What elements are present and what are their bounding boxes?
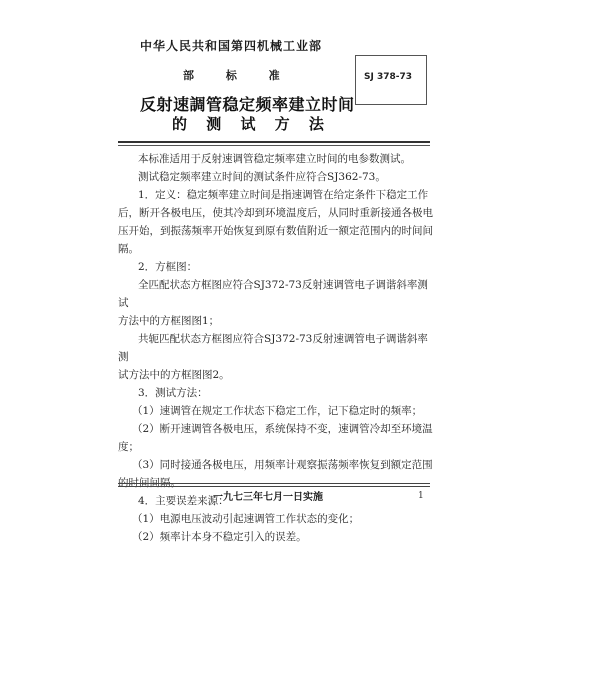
issuing-ministry: 中华人民共和国第四机械工业部 xyxy=(140,39,323,53)
section-3-heading: 3．测试方法： xyxy=(138,387,208,399)
header-rule xyxy=(118,141,430,146)
section-3-item-2-line-2: 度； xyxy=(118,441,139,453)
section-3-item-1: （1）速调管在规定工作状态下稳定工作，记下稳定时的频率； xyxy=(132,405,423,417)
section-1-definition: 1．定义：稳定频率建立时间是指速调管在给定条件下稳定工作 xyxy=(138,189,429,201)
section-2-paragraph-1-line-2: 方法中的方框图图1； xyxy=(118,315,220,327)
document-title-line-1: 反射速調管稳定频率建立时间 xyxy=(140,95,355,114)
footer-rule xyxy=(118,483,430,487)
intro-paragraph-1: 本标准适用于反射速调管稳定频率建立时间的电参数测试。 xyxy=(138,153,411,165)
section-3-item-3-line-2: 的时间间隔。 xyxy=(118,477,181,489)
standard-code: SJ 378-73 xyxy=(364,72,413,82)
section-3-item-3: （3）同时接通各极电压，用频率计观察振荡频率恢复到额定范围 xyxy=(132,459,433,471)
section-2-paragraph-1: 全匹配状态方框图应符合SJ372-73反射速调管电子调谐斜率测试 xyxy=(118,279,428,309)
intro-paragraph-2: 测试稳定频率建立时间的测试条件应符合SJ362-73。 xyxy=(138,171,386,183)
section-1-line-4: 隔。 xyxy=(118,243,139,255)
standard-type: 部 标 准 xyxy=(183,69,294,82)
section-2-paragraph-2: 共轭匹配状态方框图应符合SJ372-73反射速调管电子调谐斜率测 xyxy=(118,333,428,363)
section-4-item-1: （1）电源电压波动引起速调管工作状态的变化； xyxy=(132,513,360,525)
page-number: 1 xyxy=(418,491,424,501)
section-4-item-2: （2）频率计本身不稳定引入的误差。 xyxy=(132,531,307,543)
document-title-line-2: 的 测 试 方 法 xyxy=(172,115,331,133)
section-3-item-2: （2）断开速调管各极电压，系统保持不变，速调管冷却至环境温 xyxy=(132,423,433,435)
section-4-heading: 4．主要误差来源： xyxy=(138,495,229,507)
standard-code-box xyxy=(355,55,427,105)
section-2-heading: 2．方框图： xyxy=(138,261,198,273)
section-1-line-3: 压开始，到振荡频率开始恢复到原有数值附近一额定范围内的时间间 xyxy=(118,225,433,237)
implementation-date: 一九七三年七月一日实施 xyxy=(213,492,323,503)
section-2-paragraph-2-line-2: 试方法中的方框图图2。 xyxy=(118,369,230,381)
section-1-line-2: 后，断开各极电压，使其冷却到环境温度后，从同时重新接通各极电 xyxy=(118,207,433,219)
